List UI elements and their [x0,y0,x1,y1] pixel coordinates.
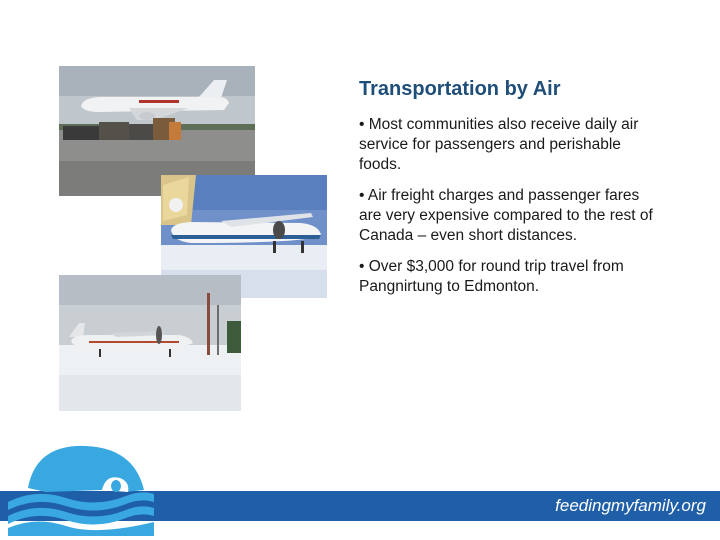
bullet-daily-air-service: • Most communities also receive daily air service for passengers and perishable foods. [359,116,639,173]
slide-content [359,77,659,308]
bullet-air-freight-charges: • Air freight charges and passenger fares are very expensive compared to the rest of Canada – even short distances. [359,187,653,244]
bullet-round-trip-cost: • Over $3,000 for round trip travel from Pangnirtung to Edmonton. [359,258,624,295]
footer-website-link[interactable]: feedingmyfamily.org [555,496,706,515]
atr-on-snowy-runway-photo [59,275,241,411]
igloo-waves-logo-icon [6,440,156,536]
slide-title: Transportation by Air [359,78,561,100]
